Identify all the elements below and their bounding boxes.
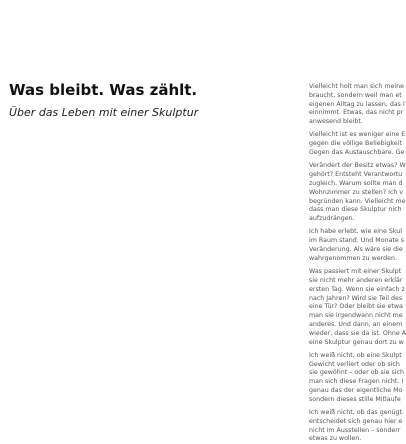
body-line: Veränderung. Als wäre sie die — [309, 246, 403, 254]
body-line: Vielleicht ist es weniger eine E — [309, 131, 406, 139]
body-line: wahrgenommen zu werden. — [309, 254, 397, 262]
body-line: aufzudrängen. — [309, 215, 355, 223]
body-paragraph — [309, 162, 406, 224]
body-line: einnimmt. Etwas, das nicht pr — [309, 109, 404, 117]
page-title: Was bleibt. Was zählt. — [9, 81, 198, 99]
body-line: dass man diese Skulptur nich — [309, 206, 402, 214]
body-line: nach Jahren? Wird sie Teil des — [309, 294, 403, 302]
body-line: zugleich. Warum sollte man d — [309, 179, 403, 187]
body-paragraph — [309, 131, 406, 157]
body-line: Ich habe erlebt, wie eine Skul — [309, 228, 403, 236]
body-line: sie nicht mehr anderen erklär — [309, 276, 403, 284]
body-paragraph — [309, 83, 405, 127]
body-line: im Raum stand. Und Monate s — [309, 237, 405, 245]
body-line: Ich weiß nicht, ob eine Skulpt — [309, 351, 402, 359]
body-line: Gewicht verliert oder ob sich — [309, 360, 400, 368]
body-line: Gegen das Austauschbare. Ge — [309, 149, 405, 157]
body-line: man sich diese Fragen nicht. I — [309, 378, 404, 386]
body-line: eigenen Alltag zu lassen, das l — [309, 100, 405, 108]
page-subtitle: Über das Leben mit einer Skulptur — [9, 106, 199, 119]
body-paragraph — [309, 409, 405, 444]
body-line: sie gewöhnt – oder ob sie sich — [309, 369, 404, 377]
body-paragraph — [309, 228, 405, 263]
body-line: eine Tür? Oder bleibt sie etwa — [309, 303, 403, 311]
body-line: entscheidet sich genau hier e — [309, 417, 403, 425]
body-line: Vielleicht holt man sich meine — [309, 83, 404, 90]
body-line: eine Skulptur genau dort zu w — [309, 338, 404, 346]
body-line: sondern dieses stille Mitlaufe — [309, 395, 401, 403]
body-text-column — [309, 83, 406, 443]
body-line: man sie irgendwann nicht me — [309, 312, 403, 320]
body-line: ersten Tag. Wenn sie einfach z — [309, 285, 405, 293]
body-line: anderes. Und dann, an einem — [309, 320, 403, 328]
body-line: gegen die völlige Beliebigkeit — [309, 140, 402, 148]
body-line: Verändert der Besitz etwas? W — [309, 162, 406, 170]
body-line: nicht im Ausstellen – sonderr — [309, 426, 401, 434]
body-line: anwesend bleibt. — [309, 118, 363, 126]
body-line: Was passiert mit einer Skulpt — [309, 268, 402, 276]
body-paragraph — [309, 351, 404, 405]
body-line: Ich weiß nicht, ob das genügt. — [309, 409, 405, 417]
body-line: braucht, sondern weil man et — [309, 91, 402, 99]
body-line: wieder, dass sie da ist. Ohne A — [309, 329, 406, 337]
body-paragraph — [309, 268, 406, 347]
body-line: etwas zu wollen. — [309, 435, 362, 443]
body-line: begründen kann. Vielleicht me — [309, 197, 406, 205]
body-line: Wohnzimmer zu stellen? Ich v — [309, 188, 404, 196]
body-line: genau das der eigentliche Mo — [309, 387, 403, 394]
body-line: gehört? Entsteht Verantwortu — [309, 171, 403, 179]
